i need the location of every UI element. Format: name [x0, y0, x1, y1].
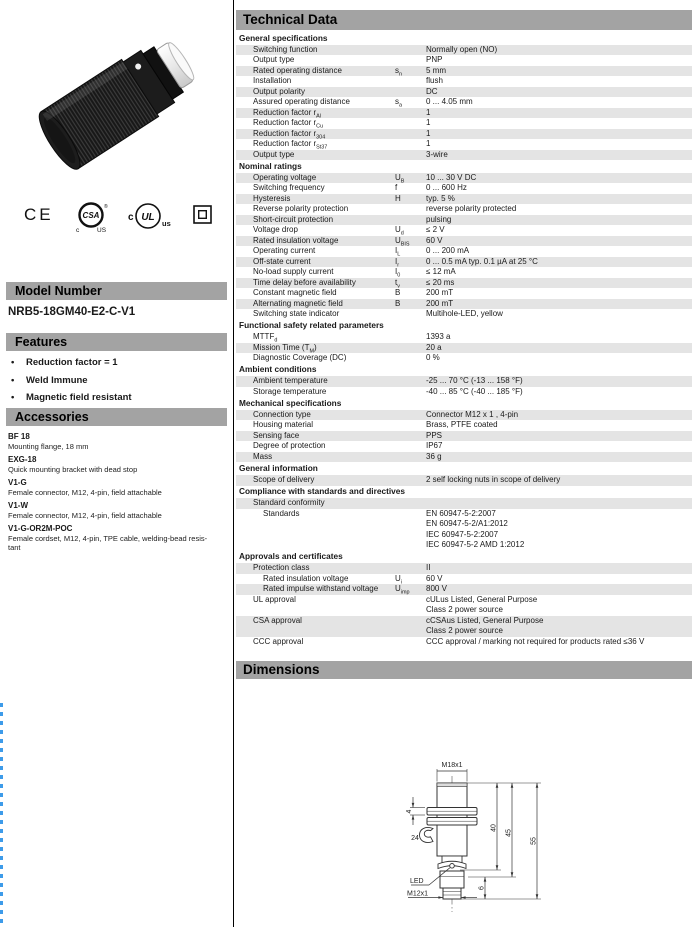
spec-row — [236, 452, 692, 463]
ce-mark: CE — [24, 205, 54, 224]
spec-section-title: Ambient conditions — [236, 364, 692, 377]
spec-value: ≤ 12 mA — [426, 267, 456, 277]
spec-row — [236, 194, 692, 205]
spec-label: Housing material — [253, 420, 314, 430]
spec-value: 1393 a — [426, 332, 451, 342]
led-hole — [450, 864, 455, 869]
accessory-name: BF 18 — [8, 431, 30, 441]
spec-label: Operating voltage — [253, 172, 317, 182]
dim-label-55: 55 — [530, 837, 538, 845]
spec-row — [236, 574, 692, 585]
connector-thread-outline — [443, 888, 461, 899]
spec-row — [236, 475, 692, 486]
spec-row — [236, 509, 692, 551]
product-photo — [26, 6, 214, 196]
spec-label: Standard conformity — [253, 498, 325, 508]
spec-row — [236, 637, 692, 648]
spec-value: 200 mT — [426, 298, 454, 308]
spec-symbol: H — [395, 193, 401, 203]
dim-label-45: 45 — [505, 829, 513, 837]
spec-symbol: $s_n$ — [395, 65, 403, 78]
spec-row — [236, 498, 692, 509]
accessory-description: Quick mounting bracket with dead stop — [8, 464, 138, 474]
spec-section-title: Mechanical specifications — [236, 397, 692, 410]
spec-label: Storage temperature — [253, 386, 327, 396]
spec-row — [236, 204, 692, 215]
spec-label: Installation — [253, 76, 292, 86]
spec-row — [236, 236, 692, 247]
dim-label-m18: M18x1 — [441, 762, 463, 769]
technical-data-header: Technical Data — [236, 10, 692, 30]
spec-symbol: $I_L$ — [395, 246, 401, 258]
dim-label-24: 24 — [411, 835, 419, 842]
feature-item: • Magnetic field resistant — [0, 392, 227, 403]
spec-label: Switching state indicator — [253, 309, 340, 319]
spec-row — [236, 299, 692, 310]
spec-value: Multihole-LED, yellow — [426, 309, 503, 319]
svg-text:c: c — [76, 227, 80, 234]
csa-mark — [72, 200, 114, 236]
spec-symbol: f — [395, 183, 398, 193]
spec-row — [236, 108, 692, 119]
spec-label: Sensing face — [253, 430, 300, 440]
spec-label: Alternating magnetic field — [253, 298, 343, 308]
spec-row — [236, 66, 692, 77]
spec-value: Connector M12 x 1 , 4-pin — [426, 409, 519, 419]
spec-section-title: Compliance with standards and directives — [236, 486, 692, 499]
right-column — [234, 0, 692, 647]
spec-label: Output type — [253, 149, 295, 159]
spec-label: Short-circuit protection — [253, 214, 334, 224]
spec-row — [236, 257, 692, 268]
spec-label: Rated insulation voltage — [263, 573, 349, 583]
spec-label: Output polarity — [253, 86, 306, 96]
spec-value: pulsing — [426, 214, 452, 224]
model-number-header: Model Number — [6, 282, 227, 300]
spec-row — [236, 87, 692, 98]
spec-label: Reduction factor $r_{Cu}$ — [253, 118, 324, 130]
spec-value: 0 ... 4.05 mm — [426, 97, 473, 107]
spec-value: cULus Listed, General Purpose Class 2 power source — [426, 594, 538, 615]
spec-row — [236, 97, 692, 108]
spec-value: flush — [426, 76, 443, 86]
spec-label: Degree of protection — [253, 441, 326, 451]
spec-row — [236, 420, 692, 431]
spec-label: Switching frequency — [253, 183, 325, 193]
spec-row — [236, 431, 692, 442]
spec-label: Operating current — [253, 246, 316, 256]
spec-symbol: $U_d$ — [395, 225, 404, 237]
spec-label: Diagnostic Coverage (DC) — [253, 353, 347, 363]
spec-symbol: $I_r$ — [395, 256, 400, 269]
accessory-description: Mounting flange, 18 mm — [8, 441, 89, 451]
spec-row — [236, 288, 692, 299]
spec-label: $MTTF_d$ — [253, 332, 278, 344]
dim-label-led: LED — [410, 878, 424, 885]
spec-row — [236, 215, 692, 226]
spec-label: Scope of delivery — [253, 475, 315, 485]
spec-value: 1 — [426, 139, 431, 149]
protection-class-ii-icon — [193, 205, 212, 224]
spec-label: Hysteresis — [253, 193, 291, 203]
spec-label: Output type — [253, 55, 295, 65]
spec-symbol: $s_a$ — [395, 97, 403, 109]
svg-text:UL: UL — [141, 212, 155, 223]
spec-value: 200 mT — [426, 288, 454, 298]
spec-label: Ambient temperature — [253, 376, 328, 386]
spec-value: 0 ... 200 mA — [426, 246, 470, 256]
spec-label: Reverse polarity protection — [253, 204, 349, 214]
spec-label: Rated impulse withstand voltage — [263, 584, 379, 594]
sensor-photo-illustration — [26, 6, 214, 196]
spec-label: Reduction factor $r_{Al}$ — [253, 107, 321, 120]
spec-row — [236, 129, 692, 140]
spec-section-title: General specifications — [236, 32, 692, 45]
spec-value: 3-wire — [426, 149, 448, 159]
spec-value: 2 self locking nuts in scope of delivery — [426, 475, 561, 485]
spec-label: Switching function — [253, 44, 318, 54]
spec-label: Voltage drop — [253, 225, 298, 235]
spec-value: typ. 5 % — [426, 193, 455, 203]
dim-label-4: 4 — [406, 809, 413, 814]
spec-row — [236, 410, 692, 421]
spec-value: -40 ... 85 °C (-40 ... 185 °F) — [426, 386, 523, 396]
spec-value: 0 % — [426, 353, 440, 363]
spec-row — [236, 150, 692, 161]
svg-text:US: US — [97, 227, 107, 234]
spec-symbol: B — [395, 288, 401, 298]
spec-label: Rated operating distance — [253, 65, 342, 75]
spec-value: II — [426, 563, 431, 573]
spec-label: UL approval — [253, 594, 296, 604]
dimension-drawing — [380, 750, 610, 924]
spec-row — [236, 376, 692, 387]
spec-label: Off-state current — [253, 256, 311, 266]
spec-label: Rated insulation voltage — [253, 235, 339, 245]
spec-symbol: $U_{imp}$ — [395, 584, 410, 596]
spec-row — [236, 278, 692, 289]
spec-value: reverse polarity protected — [426, 204, 517, 214]
accessory-description: Female cordset, M12, 4-pin, TPE cable, welding-bead resis- tant — [8, 533, 208, 552]
spec-label: Standards — [263, 508, 300, 518]
spec-label: Constant magnetic field — [253, 288, 337, 298]
spec-label: Time delay before availability — [253, 277, 356, 287]
cul-mark — [126, 200, 174, 234]
left-column — [0, 0, 233, 927]
spec-section-title: Approvals and certificates — [236, 551, 692, 564]
accessory-description: Female connector, M12, 4-pin, field attachable — [8, 510, 162, 520]
spec-row — [236, 55, 692, 66]
svg-text:us: us — [162, 219, 171, 228]
model-number-value: NRB5-18GM40-E2-C-V1 — [8, 306, 136, 318]
spec-row — [236, 332, 692, 343]
spec-value: 1 — [426, 107, 431, 117]
spec-value: 0 ... 600 Hz — [426, 183, 467, 193]
spec-label: Mission Time $(T_M)$ — [253, 342, 317, 355]
spec-row — [236, 563, 692, 574]
accessory-description: Female connector, M12, 4-pin, field attachable — [8, 487, 162, 497]
svg-text:c: c — [128, 212, 134, 223]
spec-label: Assured operating distance — [253, 97, 350, 107]
spec-label: CSA approval — [253, 615, 302, 625]
spec-symbol: $I_0$ — [395, 267, 401, 279]
spec-row — [236, 76, 692, 87]
accessory-name: EXG-18 — [8, 454, 37, 464]
spec-row — [236, 616, 692, 637]
spec-label: Mass — [253, 451, 273, 461]
spec-value: IP67 — [426, 441, 443, 451]
spec-row — [236, 353, 692, 364]
spec-value: 10 ... 30 V DC — [426, 172, 477, 182]
svg-text:®: ® — [104, 204, 108, 210]
spec-value: EN 60947-5-2:2007 EN 60947-5-2/A1:2012 IEC 60947-5-2:2007 IEC 60947-5-2 AMD 1:2012 — [426, 508, 525, 550]
technical-data-table — [236, 32, 692, 647]
sensing-face-band — [437, 783, 467, 787]
spec-value: 800 V — [426, 584, 447, 594]
spec-row — [236, 267, 692, 278]
spec-value: 36 g — [426, 451, 442, 461]
spec-row — [236, 139, 692, 150]
spec-row — [236, 45, 692, 56]
spec-value: DC — [426, 86, 438, 96]
spec-value: Brass, PTFE coated — [426, 420, 498, 430]
dim-label-6: 6 — [478, 886, 486, 890]
spec-value: PPS — [426, 430, 443, 440]
accessory-name: V1-G — [8, 477, 27, 487]
spec-row — [236, 343, 692, 354]
spec-row — [236, 173, 692, 184]
spec-value: cCSAus Listed, General Purpose Class 2 power source — [426, 615, 544, 636]
dimensions-header: Dimensions — [236, 661, 692, 679]
spec-row — [236, 225, 692, 236]
spec-value: 5 mm — [426, 65, 446, 75]
spec-value: 20 a — [426, 342, 442, 352]
feature-item: • Reduction factor = 1 — [0, 357, 227, 368]
connector-hex — [440, 871, 464, 888]
accessories-header: Accessories — [6, 408, 227, 426]
dim-label-m12: M12x1 — [407, 890, 429, 898]
spec-value: PNP — [426, 55, 443, 65]
svg-text:CSA: CSA — [82, 211, 100, 220]
spec-section-title: Nominal ratings — [236, 160, 692, 173]
spec-symbol: $U_{BIS}$ — [395, 235, 410, 248]
spec-row — [236, 183, 692, 194]
spec-section-title: Functional safety related parameters — [236, 320, 692, 333]
spec-value: 1 — [426, 128, 431, 138]
spec-symbol: $U_B$ — [395, 172, 405, 185]
spec-symbol: $t_v$ — [395, 277, 400, 290]
spec-value: ≤ 2 V — [426, 225, 445, 235]
spec-value: 60 V — [426, 573, 443, 583]
features-list — [0, 357, 227, 410]
spec-row — [236, 246, 692, 257]
spec-row — [236, 387, 692, 398]
spec-label: CCC approval — [253, 636, 304, 646]
spec-value: 0 ... 0.5 mA typ. 0.1 µA at 25 °C — [426, 256, 538, 266]
spec-row — [236, 595, 692, 616]
wrench-icon — [420, 827, 434, 842]
accessory-name: V1-W — [8, 500, 28, 510]
spec-symbol: B — [395, 298, 401, 308]
accessory-name: V1-G-OR2M-POC — [8, 523, 73, 533]
features-header: Features — [6, 333, 227, 351]
spec-value: -25 ... 70 °C (-13 ... 158 °F) — [426, 376, 523, 386]
spec-label: Protection class — [253, 563, 310, 573]
spec-value: 1 — [426, 118, 431, 128]
spec-value: ≤ 20 ms — [426, 277, 455, 287]
spec-value: 60 V — [426, 235, 443, 245]
spec-label: Connection type — [253, 409, 311, 419]
spec-row — [236, 584, 692, 595]
spec-row — [236, 441, 692, 452]
spec-row — [236, 118, 692, 129]
spec-label: Reduction factor $r_{304}$ — [253, 128, 326, 141]
spec-value: Normally open (NO) — [426, 44, 498, 54]
spec-value: CCC approval / marking not required for products rated ≤36 V — [426, 636, 645, 646]
spec-label: No-load supply current — [253, 267, 334, 277]
spec-row — [236, 309, 692, 320]
accessories-list — [8, 428, 220, 553]
spec-symbol: $U_i$ — [395, 573, 402, 586]
spec-section-title: General information — [236, 462, 692, 475]
dimension-drawing-svg — [380, 750, 610, 924]
spec-label: Reduction factor $r_{St37}$ — [253, 139, 328, 151]
dim-label-40: 40 — [490, 824, 498, 832]
feature-item: • Weld Immune — [0, 375, 227, 386]
